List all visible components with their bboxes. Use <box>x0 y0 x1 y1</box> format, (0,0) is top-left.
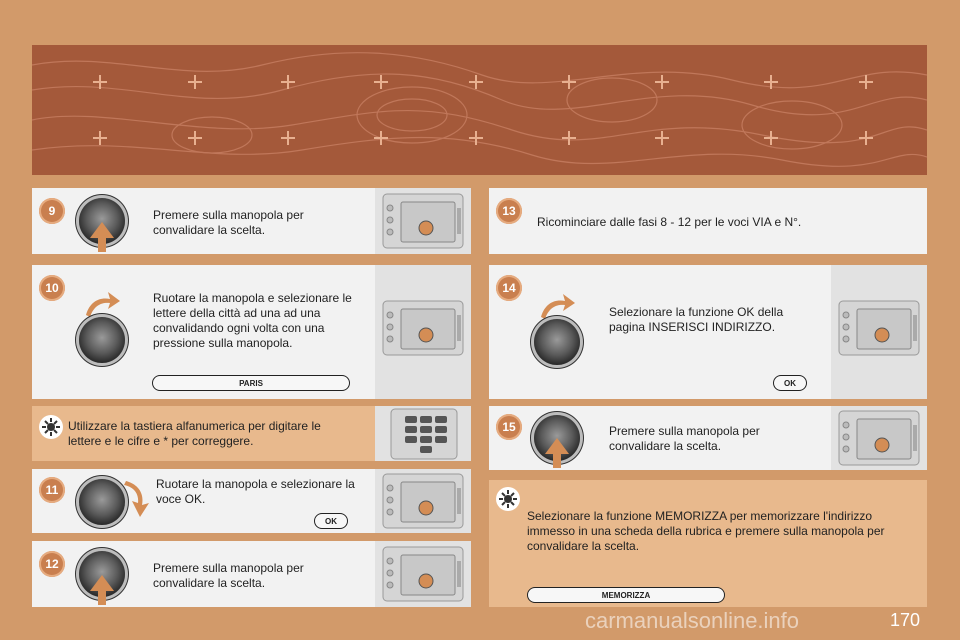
step-number: 14 <box>496 275 522 301</box>
rotate-arrow-icon <box>122 479 152 519</box>
radio-unit-icon <box>375 265 471 399</box>
step-text: Ruotare la manopola e selezionare la voce OK. <box>156 477 355 506</box>
step-text: Ruotare la manopola e selezionare le lettere della città ad una ad una convalidando ogni volta con una pressione sulla manopola. <box>153 291 352 350</box>
step-number: 13 <box>496 198 522 224</box>
ok-label: OK <box>773 375 807 391</box>
tip-icon <box>38 414 64 440</box>
step-text: Premere sulla manopola per convalidare la scelta. <box>153 561 304 590</box>
tip-text: Utilizzare la tastiera alfanumerica per digitare le lettere e le cifre e * per correggere. <box>68 419 321 448</box>
contour-map-graphic <box>32 45 927 175</box>
step-12-card <box>32 541 471 607</box>
radio-unit-icon <box>375 541 471 607</box>
radio-unit-icon <box>375 188 471 254</box>
page-number: 170 <box>889 610 920 630</box>
step-number: 10 <box>39 275 65 301</box>
step-number: 9 <box>39 198 65 224</box>
step-text: Selezionare la funzione OK della pagina INSERISCI INDIRIZZO. <box>609 305 784 334</box>
knob-icon <box>79 479 125 525</box>
memorizza-label: MEMORIZZA <box>527 587 725 603</box>
press-arrow-icon <box>553 452 561 468</box>
step-text: Ricominciare dalle fasi 8 - 12 per le voci VIA e N°. <box>537 215 802 229</box>
paris-input-label: PARIS <box>152 375 350 391</box>
radio-unit-icon <box>831 265 927 399</box>
step-13-card <box>489 188 927 254</box>
tip-1-card <box>32 406 471 461</box>
keypad-icon <box>375 406 471 461</box>
arrow-up-icon <box>545 438 569 454</box>
tip-icon <box>495 486 521 512</box>
press-arrow-icon <box>98 236 106 252</box>
rotate-arrow-icon <box>82 289 122 319</box>
rotate-arrow-icon <box>537 291 577 321</box>
step-11-card <box>32 469 471 533</box>
step-number: 11 <box>39 477 65 503</box>
step-15-card <box>489 406 927 470</box>
radio-unit-icon <box>831 406 927 470</box>
tip-2-card <box>489 480 927 607</box>
step-number: 12 <box>39 551 65 577</box>
press-arrow-icon <box>98 589 106 605</box>
knob-icon <box>79 317 125 363</box>
radio-unit-icon <box>375 469 471 533</box>
step-number: 15 <box>496 414 522 440</box>
step-9-card <box>32 188 471 254</box>
step-text: Premere sulla manopola per convalidare la scelta. <box>609 424 760 453</box>
step-text: Premere sulla manopola per convalidare la scelta. <box>153 208 304 237</box>
step-10-card <box>32 265 471 399</box>
step-14-card <box>489 265 927 399</box>
watermark: carmanualsonline.info <box>585 608 800 633</box>
arrow-up-icon <box>90 222 114 238</box>
ok-label: OK <box>314 513 348 529</box>
topographic-banner <box>32 45 927 175</box>
arrow-up-icon <box>90 575 114 591</box>
knob-icon <box>534 319 580 365</box>
tip-text: Selezionare la funzione MEMORIZZA per memorizzare l'indirizzo immesso in una scheda della rubrica e premere sulla manopola per convalidare la scelta. <box>527 509 885 553</box>
